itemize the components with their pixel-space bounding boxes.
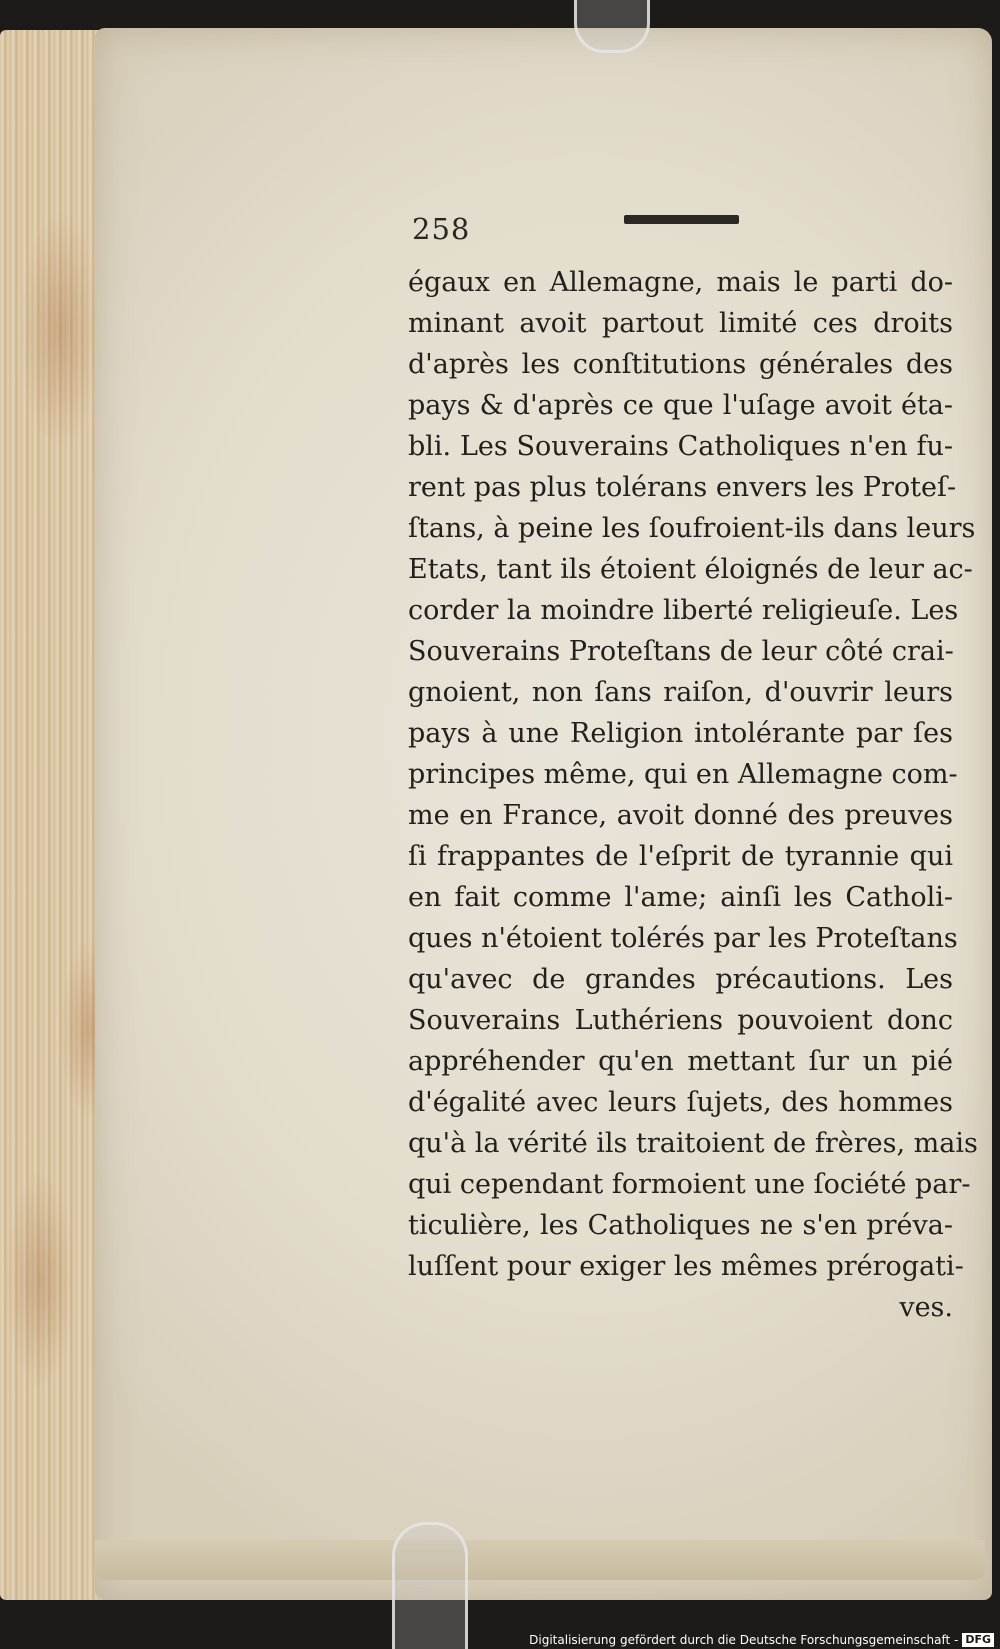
page-bottom-edge [95, 1540, 985, 1580]
text-line: d'après les conſtitutions générales des [408, 349, 953, 380]
credit-text: Digitalisierung gefördert durch die Deutsche Forschungsgemeinschaft - [529, 1633, 959, 1647]
bottom-book-clip [392, 1522, 468, 1649]
text-line: qu'avec de grandes précautions. Les [408, 964, 953, 995]
top-book-clip [574, 0, 650, 53]
text-line: ques n'étoient tolérés par les Proteſtans [408, 923, 958, 954]
text-line: gnoient, non ſans raiſon, d'ouvrir leurs [408, 677, 953, 708]
catchword: ves. [899, 1292, 953, 1323]
text-line: bli. Les Souverains Catholiques n'en fu- [408, 431, 953, 462]
text-line: d'égalité avec leurs ſujets, des hommes [408, 1087, 953, 1118]
text-line: qu'à la vérité ils traitoient de frères, mais [408, 1128, 978, 1159]
text-line: me en France, avoit donné des preuves [408, 800, 953, 831]
text-line: qui cependant formoient une ſociété par- [408, 1169, 971, 1200]
text-line: pays & d'après ce que l'uſage avoit éta- [408, 390, 953, 421]
page-number: 258 [412, 212, 471, 246]
digitization-credit [529, 1633, 994, 1647]
text-line: ſi frappantes de l'eſprit de tyrannie qui [408, 841, 953, 872]
text-line: rent pas plus tolérans envers les Proteſ- [408, 472, 957, 503]
text-line: luſſent pour exiger les mêmes prérogati- [408, 1251, 964, 1282]
text-line: minant avoit partout limité ces droits [408, 308, 953, 339]
text-line: corder la moindre liberté religieuſe. Les [408, 595, 959, 626]
text-line: appréhender qu'en mettant ſur un pié [408, 1046, 953, 1077]
text-line: égaux en Allemagne, mais le parti do- [408, 267, 953, 298]
text-line: Etats, tant ils étoient éloignés de leur ac- [408, 554, 973, 585]
text-line: Souverains Luthériens pouvoient donc [408, 1005, 953, 1036]
text-line: ſtans, à peine les ſoufroient-ils dans leurs [408, 513, 976, 544]
dfg-logo: DFG [962, 1633, 994, 1647]
text-line: en fait comme l'ame; ainſi les Catholi- [408, 882, 953, 913]
text-line: ticulière, les Catholiques ne s'en préva- [408, 1210, 953, 1241]
body-text [408, 262, 978, 1328]
text-line: Souverains Proteſtans de leur côté crai- [408, 636, 954, 667]
header-ornament-rule [624, 215, 739, 224]
text-line: principes même, qui en Allemagne com- [408, 759, 958, 790]
text-line: pays à une Religion intolérante par ſes [408, 718, 953, 749]
